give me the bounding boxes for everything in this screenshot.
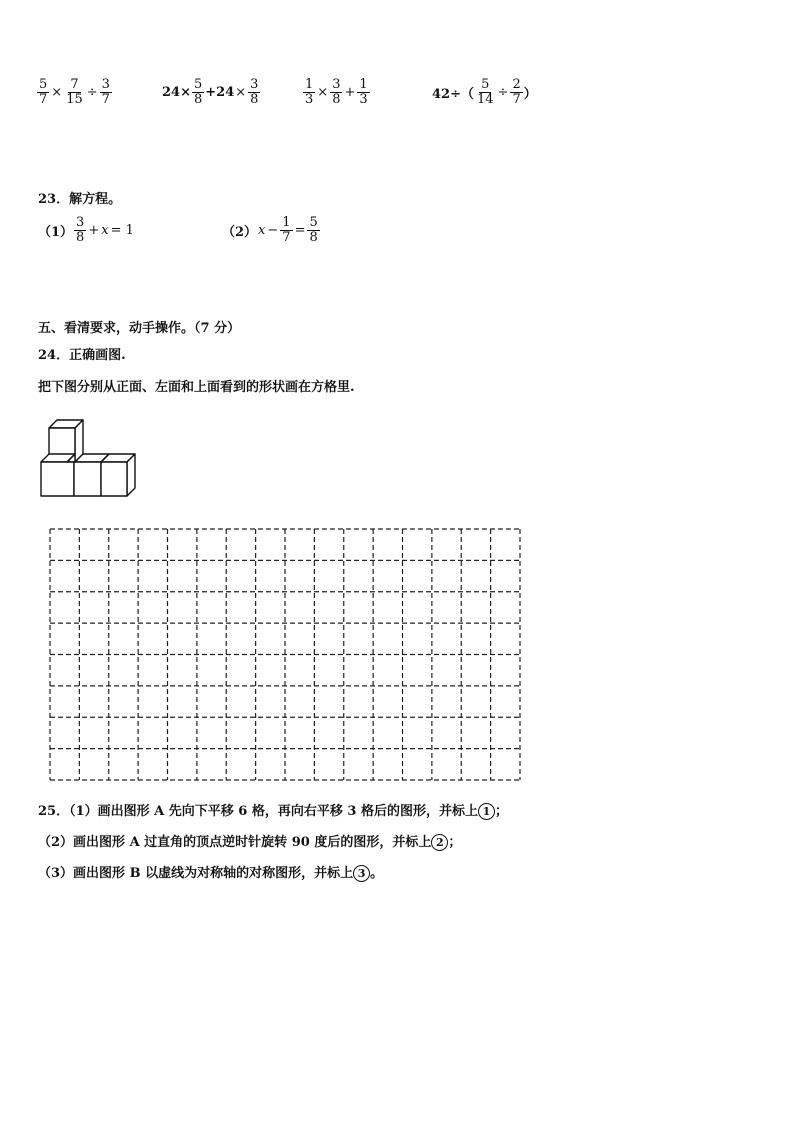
numerator: 5 (481, 77, 490, 92)
operator: + (344, 84, 356, 100)
dashed-drawing-grid[interactable] (48, 527, 522, 782)
cube-stack-figure (38, 412, 138, 510)
q25-line-1 (38, 800, 508, 820)
denominator: 14 (476, 91, 494, 107)
circled-number-2: 2 (431, 834, 448, 851)
q23-equation-2 (222, 216, 321, 244)
numerator: 5 (39, 77, 48, 92)
denominator: 8 (250, 91, 259, 107)
numerator: 1 (305, 77, 314, 92)
numerator: 5 (309, 215, 318, 230)
numerator: 1 (282, 215, 291, 230)
q24-title: 24．正确画图. (38, 348, 126, 363)
variable-x: x (258, 222, 266, 238)
operator: ÷ (497, 84, 509, 100)
q25-line-3 (38, 862, 383, 882)
q23-equation-1 (38, 216, 135, 244)
denominator: 8 (193, 91, 203, 107)
q25-line-1-text: 25．（1）画出图形 A 先向下平移 6 格，再向右平移 3 格后的图形，并标上 (38, 804, 478, 819)
circled-number-3: 3 (353, 865, 370, 882)
operator: − (267, 222, 279, 238)
operator: × (235, 84, 247, 100)
expression-middle: +24 (205, 84, 235, 100)
operator: + (88, 222, 100, 238)
operator: = (294, 222, 306, 238)
numerator: 7 (70, 77, 79, 92)
numerator: 5 (193, 77, 203, 92)
section-5-title: 五、看清要求，动手操作。（7 分） (38, 321, 241, 336)
denominator: 8 (76, 229, 85, 245)
punctuation: 。 (370, 866, 384, 881)
numerator: 3 (76, 215, 85, 230)
equation-label: （1） (38, 224, 74, 240)
operator: ÷ (86, 84, 98, 100)
denominator: 3 (359, 91, 368, 107)
numerator: 3 (332, 77, 341, 92)
denominator: 7 (282, 229, 291, 245)
variable-x: x (101, 222, 109, 238)
calc-expression-4 (432, 78, 537, 106)
q25-line-3-text: （3）画出图形 B 以虚线为对称轴的对称图形，并标上 (38, 866, 354, 881)
circled-number-1: 1 (478, 803, 495, 820)
denominator: 8 (309, 229, 318, 245)
denominator: 7 (512, 91, 521, 107)
denominator: 7 (39, 91, 48, 107)
numerator: 2 (512, 77, 521, 92)
cube-front-face (74, 462, 101, 496)
denominator: 15 (66, 91, 83, 107)
expression-prefix: 42÷（ (432, 86, 474, 102)
numerator: 1 (359, 77, 368, 92)
numerator: 3 (101, 77, 110, 92)
q25-line-2-text: （2）画出图形 A 过直角的顶点逆时针旋转 90 度后的图形，并标上 (38, 835, 432, 850)
q23-title: 23．解方程。 (38, 192, 122, 207)
cube-front-face (101, 462, 127, 496)
calc-expression-2 (162, 78, 261, 106)
operator: × (51, 84, 63, 100)
expression-prefix: 24× (162, 84, 191, 100)
equation-label: （2） (222, 224, 258, 240)
expression-suffix: ） (523, 86, 537, 102)
punctuation: ； (494, 804, 508, 819)
equation-rhs: = 1 (110, 222, 134, 238)
denominator: 8 (332, 91, 341, 107)
q25-line-2 (38, 831, 461, 851)
cube-side-face (127, 454, 135, 496)
numerator: 3 (250, 77, 259, 92)
denominator: 3 (305, 91, 314, 107)
cube-front-face (41, 462, 74, 496)
operator: × (317, 84, 329, 100)
calc-expression-3 (302, 78, 371, 106)
calc-expression-1 (36, 78, 113, 106)
q24-instruction: 把下图分别从正面、左面和上面看到的形状画在方格里. (38, 380, 355, 395)
denominator: 7 (101, 91, 110, 107)
punctuation: ； (448, 835, 462, 850)
